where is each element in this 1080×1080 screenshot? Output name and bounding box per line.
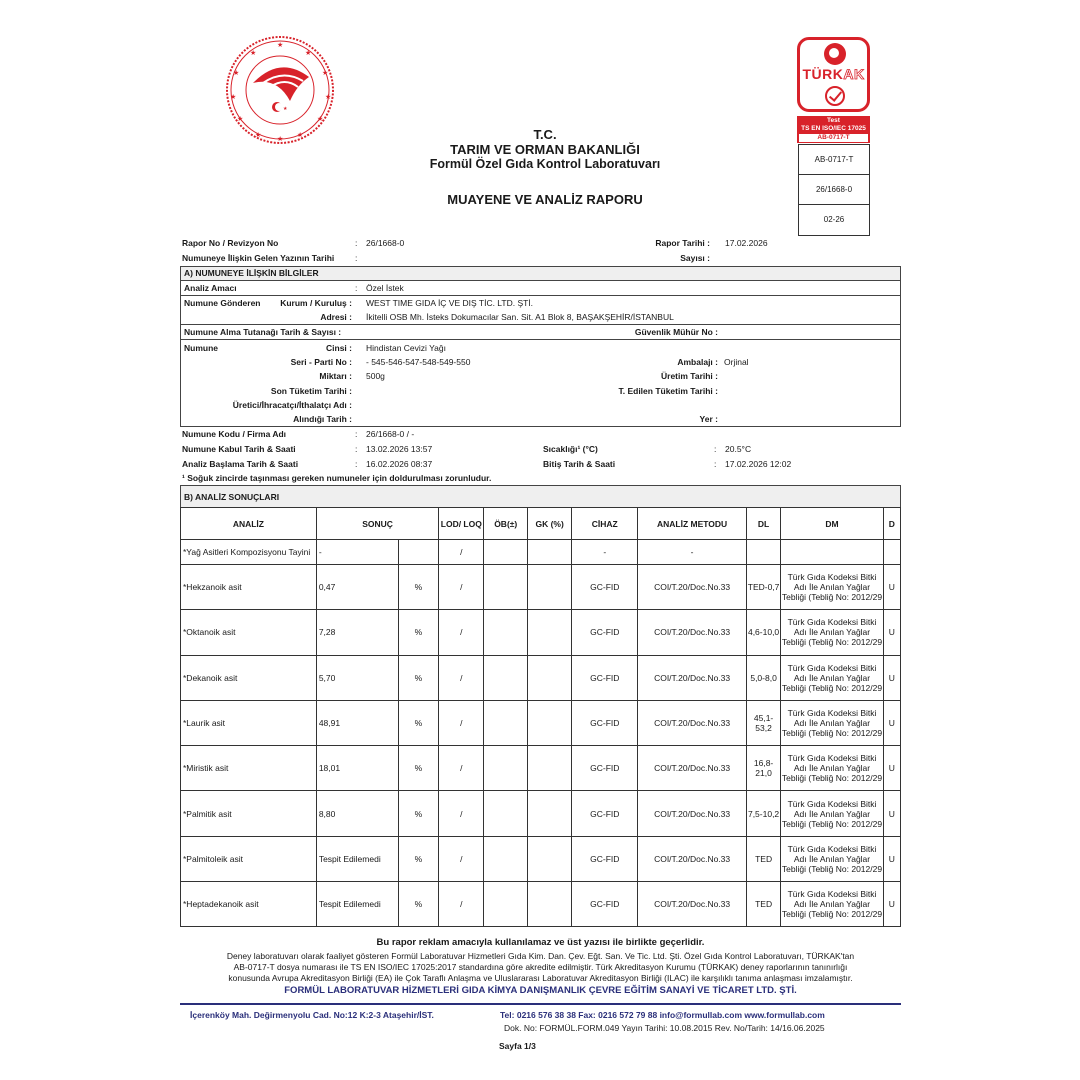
section-b-title: B) ANALİZ SONUÇLARI <box>180 485 901 508</box>
rapor-tarihi-value: 17.02.2026 <box>725 238 768 248</box>
cell-cihaz: GC-FID <box>572 746 638 791</box>
cell-sonuc: 5,70 <box>316 655 398 700</box>
kod-label: Numune Kodu / Firma Adı <box>182 429 287 439</box>
cell-dl: 5,0-8,0 <box>746 655 781 700</box>
section-a-title: A) NUMUNEYE İLİŞKİN BİLGİLER <box>181 267 900 281</box>
cell-analiz: *Yağ Asitleri Kompozisyonu Tayini <box>181 540 317 565</box>
bitis-value: 17.02.2026 12:02 <box>725 459 792 469</box>
sicaklik-value: 20.5°C <box>725 444 752 454</box>
page-title: MUAYENE VE ANALİZ RAPORU <box>447 192 643 207</box>
cinsi-value: Hindistan Cevizi Yağı <box>366 343 447 353</box>
svg-text:★: ★ <box>255 132 262 139</box>
col-lod-loq: LOD/ LOQ <box>439 508 484 540</box>
cinsi-label: Cinsi : <box>326 343 352 353</box>
cell-sonuc: Tespit Edilemedi <box>316 882 398 927</box>
rapor-tarihi-label-text: Rapor Tarihi <box>655 238 705 248</box>
cell-dl: TED <box>746 836 781 881</box>
cell-gk <box>528 565 572 610</box>
cell-dm: Türk Gıda Kodeksi Bitki Adı İle Anılan Yağlar Tebliği (Tebliğ No: 2012/29 <box>781 836 883 881</box>
cell-metod: COI/T.20/Doc.No.33 <box>638 746 746 791</box>
cell-dl <box>746 540 781 565</box>
col-dl: DL <box>746 508 781 540</box>
sicaklik-label: Sıcaklığı¹ (°C) <box>543 444 598 454</box>
kabul-label: Numune Kabul Tarih & Saati <box>182 444 296 454</box>
kod-value: 26/1668-0 / - <box>366 429 415 439</box>
col-ob: ÖB(±) <box>484 508 528 540</box>
cell-d: U <box>883 746 900 791</box>
cell-analiz: *Laurik asit <box>181 700 317 745</box>
cell-gk <box>528 882 572 927</box>
document-info: Dok. No: FORMÜL.FORM.049 Yayın Tarihi: 10.08.2015 Rev. No/Tarih: 14/16.06.2025 <box>504 1023 825 1033</box>
cell-lod: / <box>439 540 484 565</box>
cell-d: U <box>883 791 900 836</box>
svg-text:★: ★ <box>277 136 284 143</box>
son-tuketim-label: Son Tüketim Tarihi : <box>270 386 352 396</box>
analiz-amaci-value: Özel İstek <box>366 283 404 293</box>
t-edilen-label-text: T. Edilen Tüketim Tarihi <box>618 386 713 396</box>
miktari-value: 500g <box>366 371 385 381</box>
ministry-seal-logo <box>205 35 355 145</box>
cell-gk <box>528 610 572 655</box>
alindigi-label: Alındığı Tarih : <box>293 414 352 424</box>
svg-text:★: ★ <box>237 116 244 123</box>
ref-accreditation-no: AB-0717-T <box>799 145 869 175</box>
svg-text:★: ★ <box>233 70 240 77</box>
cell-sonuc: 7,28 <box>316 610 398 655</box>
cell-metod: COI/T.20/Doc.No.33 <box>638 655 746 700</box>
title-ministry: TARIM VE ORMAN BAKANLIĞI <box>450 142 640 157</box>
company-contact: Tel: 0216 576 38 38 Fax: 0216 572 79 88 info@formullab.com www.formullab.com <box>500 1010 825 1020</box>
cell-ob <box>484 540 528 565</box>
cell-cihaz: GC-FID <box>572 791 638 836</box>
svg-text:★: ★ <box>325 94 332 101</box>
svg-text:★: ★ <box>230 94 237 101</box>
cell-lod: / <box>439 655 484 700</box>
col-gk: GK (%) <box>528 508 572 540</box>
uretim-label-text: Üretim Tarihi <box>661 371 713 381</box>
turkak-word-ak: AK <box>843 66 865 82</box>
rapor-no-value: 26/1668-0 <box>366 238 405 248</box>
colon: : <box>355 459 358 469</box>
turkak-band <box>797 116 870 143</box>
table-row <box>181 700 901 745</box>
table-header-row <box>181 508 901 540</box>
cell-lod: / <box>439 565 484 610</box>
sayisi-label-text: Sayısı <box>680 253 705 263</box>
miktari-label: Miktarı : <box>319 371 352 381</box>
uretici-label: Üretici/İhracatçı/İthalatçı Adı : <box>232 400 352 410</box>
cell-gk <box>528 746 572 791</box>
table-row <box>181 610 901 655</box>
cell-birim: % <box>398 882 439 927</box>
svg-text:★: ★ <box>322 70 329 77</box>
cell-cihaz: GC-FID <box>572 882 638 927</box>
company-address: İçerenköy Mah. Değirmenyolu Cad. No:12 K:2-3 Ataşehir/İST. <box>190 1010 434 1020</box>
page-number: Sayfa 1/3 <box>499 1041 536 1051</box>
cell-metod: COI/T.20/Doc.No.33 <box>638 882 746 927</box>
cell-ob <box>484 836 528 881</box>
cell-ob <box>484 882 528 927</box>
disclaimer-line: konusunda Avrupa Akreditasyon Birliği (EA) ile Çok Taraflı Anlaşma ve Uluslararası Laboratuvar Akreditasyon Birliği (ILAC) ile karşılıklı tanıma anlaşması imzalamıştır. <box>228 973 853 983</box>
cell-metod: COI/T.20/Doc.No.33 <box>638 700 746 745</box>
cell-analiz: *Palmitik asit <box>181 791 317 836</box>
col-metod: ANALİZ METODU <box>638 508 746 540</box>
ambalaji-value: Orjinal <box>724 357 749 367</box>
baslama-value: 16.02.2026 08:37 <box>366 459 433 469</box>
seri-label: Seri - Parti No : <box>290 357 352 367</box>
cell-dl: 16,8-21,0 <box>746 746 781 791</box>
uretim-label: Üretim Tarihi : <box>661 371 718 381</box>
ambalaji-label: Ambalajı : <box>677 357 718 367</box>
cell-metod: - <box>638 540 746 565</box>
svg-text:★: ★ <box>305 50 312 57</box>
miktari-label-text: Miktarı <box>319 371 347 381</box>
band-standard: TS EN ISO/IEC 17025 <box>801 125 866 132</box>
cinsi-label-text: Cinsi <box>326 343 347 353</box>
bitis-label: Bitiş Tarih & Saati <box>543 459 616 469</box>
colon: : <box>355 283 358 293</box>
title-tc: T.C. <box>533 127 557 142</box>
numune-label: Numune <box>184 343 218 353</box>
turkak-accreditation-badge <box>797 37 870 143</box>
cell-dl: 45,1-53,2 <box>746 700 781 745</box>
cell-birim: % <box>398 700 439 745</box>
cell-sonuc: Tespit Edilemedi <box>316 836 398 881</box>
seri-label-text: Seri - Parti No <box>290 357 347 367</box>
cell-lod: / <box>439 836 484 881</box>
yer-label: Yer : <box>699 414 718 424</box>
cell-ob <box>484 565 528 610</box>
col-sonuc: SONUÇ <box>316 508 439 540</box>
ref-period: 02-26 <box>823 215 845 224</box>
cell-metod: COI/T.20/Doc.No.33 <box>638 610 746 655</box>
cell-analiz: *Miristik asit <box>181 746 317 791</box>
col-dm: DM <box>781 508 883 540</box>
cell-ob <box>484 700 528 745</box>
cell-analiz: *Oktanoik asit <box>181 610 317 655</box>
cell-lod: / <box>439 610 484 655</box>
cell-dm: Türk Gıda Kodeksi Bitki Adı İle Anılan Yağlar Tebliği (Tebliğ No: 2012/29 <box>781 610 883 655</box>
accreditation-disclaimer <box>180 951 901 984</box>
cell-lod: / <box>439 700 484 745</box>
cell-dl: 7,5-10,2 <box>746 791 781 836</box>
cell-analiz: *Hekzanoik asit <box>181 565 317 610</box>
cell-birim: % <box>398 791 439 836</box>
sayisi-label: Sayısı : <box>680 253 710 263</box>
cell-dl: 4,6-10,0 <box>746 610 781 655</box>
cell-cihaz: GC-FID <box>572 610 638 655</box>
check-icon <box>825 86 845 106</box>
col-d: D <box>883 508 900 540</box>
report-header <box>380 127 710 207</box>
seri-value: - 545-546-547-548-549-550 <box>366 357 471 367</box>
baslama-label: Analiz Başlama Tarih & Saati <box>182 459 299 469</box>
adres-label: Adresi : <box>320 312 352 322</box>
gonderen-label: Numune Gönderen <box>184 298 261 308</box>
cell-analiz: *Dekanoik asit <box>181 655 317 700</box>
cell-dl: TED <box>746 882 781 927</box>
kurum-label-text: Kurum / Kuruluş <box>280 298 347 308</box>
cell-d: U <box>883 655 900 700</box>
crescent-icon <box>824 43 846 65</box>
cell-ob <box>484 655 528 700</box>
yer-label-text: Yer <box>699 414 713 424</box>
cell-sonuc: - <box>316 540 398 565</box>
cell-birim: % <box>398 655 439 700</box>
disclaimer-line: Deney laboratuvarı olarak faaliyet gösteren Formül Laboratuvar Hizmetleri Gıda Kim. Dan. Çev. Eğt. San. Ve Tic. Ltd. Şti. Özel Gıda Kontrol Laboratuvarı, TÜRKAK'tan <box>226 951 855 961</box>
cell-dm: Türk Gıda Kodeksi Bitki Adı İle Anılan Yağlar Tebliği (Tebliğ No: 2012/29 <box>781 565 883 610</box>
cell-birim <box>398 540 439 565</box>
cell-sonuc: 48,91 <box>316 700 398 745</box>
cell-sonuc: 8,80 <box>316 791 398 836</box>
cell-d: U <box>883 610 900 655</box>
table-row <box>181 836 901 881</box>
cell-gk <box>528 655 572 700</box>
cell-cihaz: GC-FID <box>572 655 638 700</box>
section-a-sample-info <box>180 266 901 427</box>
cell-lod: / <box>439 882 484 927</box>
cell-dm: Türk Gıda Kodeksi Bitki Adı İle Anılan Yağlar Tebliği (Tebliğ No: 2012/29 <box>781 746 883 791</box>
cell-d: U <box>883 882 900 927</box>
cell-metod: COI/T.20/Doc.No.33 <box>638 836 746 881</box>
cold-chain-footnote: ¹ Soğuk zincirde taşınması gereken numuneler için doldurulması zorunludur. <box>182 473 492 483</box>
turkak-logo <box>797 37 870 112</box>
cell-dm: Türk Gıda Kodeksi Bitki Adı İle Anılan Yağlar Tebliği (Tebliğ No: 2012/29 <box>781 791 883 836</box>
table-row <box>181 655 901 700</box>
svg-text:★: ★ <box>297 132 304 139</box>
cell-lod: / <box>439 791 484 836</box>
uretici-label-text: Üretici/İhracatçı/İthalatçı Adı <box>232 400 347 410</box>
cell-cihaz: GC-FID <box>572 836 638 881</box>
cell-d: U <box>883 565 900 610</box>
guvenlik-label: Güvenlik Mühür No : <box>634 327 718 337</box>
cell-d <box>883 540 900 565</box>
guvenlik-label-text: Güvenlik Mühür No <box>634 327 713 337</box>
cell-dm: Türk Gıda Kodeksi Bitki Adı İle Anılan Yağlar Tebliği (Tebliğ No: 2012/29 <box>781 700 883 745</box>
son-tuketim-label-text: Son Tüketim Tarihi <box>270 386 347 396</box>
svg-text:★: ★ <box>317 116 324 123</box>
cell-metod: COI/T.20/Doc.No.33 <box>638 565 746 610</box>
kurum-label: Kurum / Kuruluş : <box>280 298 352 308</box>
company-name: FORMÜL LABORATUVAR HİZMETLERİ GIDA KİMYA DANIŞMANLIK ÇEVRE EĞİTİM SANAYİ VE TİCARET LTD. ŞTİ. <box>284 985 797 996</box>
title-lab: Formül Özel Gıda Kontrol Laboratuvarı <box>429 157 661 171</box>
cell-analiz: *Palmitoleik asit <box>181 836 317 881</box>
cell-cihaz: GC-FID <box>572 700 638 745</box>
rapor-tarihi-label: Rapor Tarihi : <box>655 238 710 248</box>
disclaimer-line: AB-0717-T dosya numarası ile TS EN ISO/IEC 17025:2017 standardına göre akredite edilmiştir. Türk Akreditasyon Kurumu (TÜRKAK) deney raporlarının tanınırlığı <box>233 962 848 972</box>
colon: : <box>714 444 717 454</box>
cell-ob <box>484 746 528 791</box>
table-row <box>181 746 901 791</box>
cell-dl: TED-0,7 <box>746 565 781 610</box>
cell-gk <box>528 700 572 745</box>
adres-label-text: Adresi <box>320 312 347 322</box>
cell-ob <box>484 791 528 836</box>
cell-ob <box>484 610 528 655</box>
cell-birim: % <box>398 565 439 610</box>
disclaimer-title: Bu rapor reklam amacıyla kullanılamaz ve üst yazısı ile birlikte geçerlidir. <box>376 937 705 948</box>
rapor-no-label: Rapor No / Revizyon No <box>182 238 279 248</box>
svg-text:★: ★ <box>277 42 284 49</box>
cell-cihaz: GC-FID <box>572 565 638 610</box>
ref-report-no: 26/1668-0 <box>799 175 869 205</box>
cell-d: U <box>883 836 900 881</box>
cell-analiz: *Heptadekanoik asit <box>181 882 317 927</box>
cell-birim: % <box>398 610 439 655</box>
footer-divider <box>180 1003 901 1005</box>
tutanak-label-text: Numune Alma Tutanağı Tarih & Sayısı <box>184 327 336 337</box>
rapor-no-colon: : <box>355 238 358 248</box>
cell-metod: COI/T.20/Doc.No.33 <box>638 791 746 836</box>
svg-text:★: ★ <box>250 50 257 57</box>
kabul-value: 13.02.2026 13:57 <box>366 444 433 454</box>
kurum-value: WEST TIME GIDA İÇ VE DIŞ TİC. LTD. ŞTİ. <box>366 298 534 308</box>
cell-gk <box>528 836 572 881</box>
band-code: AB-0717-T <box>799 134 868 142</box>
cell-d: U <box>883 700 900 745</box>
col-cihaz: CİHAZ <box>572 508 638 540</box>
colon: : <box>355 444 358 454</box>
table-row <box>181 565 901 610</box>
band-test: Test <box>827 117 840 124</box>
svg-text:★: ★ <box>283 106 288 112</box>
turkak-word-tr: TÜRK <box>802 66 844 82</box>
table-row <box>181 540 901 565</box>
cell-birim: % <box>398 836 439 881</box>
analiz-amaci-row <box>181 281 900 296</box>
cell-lod: / <box>439 746 484 791</box>
cell-cihaz: - <box>572 540 638 565</box>
table-row <box>181 791 901 836</box>
reference-box <box>798 144 870 236</box>
cell-dm: Türk Gıda Kodeksi Bitki Adı İle Anılan Yağlar Tebliği (Tebliğ No: 2012/29 <box>781 882 883 927</box>
cell-sonuc: 18,01 <box>316 746 398 791</box>
tutanak-label: Numune Alma Tutanağı Tarih & Sayısı : <box>184 327 342 337</box>
yazi-tarihi-label: Numuneye İlişkin Gelen Yazının Tarihi <box>182 253 335 263</box>
cell-dm <box>781 540 883 565</box>
ambalaji-label-text: Ambalajı <box>677 357 713 367</box>
col-analiz: ANALİZ <box>181 508 317 540</box>
alindigi-label-text: Alındığı Tarih <box>293 414 347 424</box>
colon: : <box>355 429 358 439</box>
cell-birim: % <box>398 746 439 791</box>
colon: : <box>714 459 717 469</box>
t-edilen-label: T. Edilen Tüketim Tarihi : <box>618 386 718 396</box>
adres-value: İkitelli OSB Mh. İsteks Dokumacılar San. Sit. A1 Blok 8, BAŞAKŞEHİR/İSTANBUL <box>366 312 674 322</box>
analiz-amaci-label: Analiz Amacı <box>184 283 237 293</box>
yazi-tarihi-colon: : <box>355 253 358 263</box>
cell-sonuc: 0,47 <box>316 565 398 610</box>
cell-gk <box>528 540 572 565</box>
cell-dm: Türk Gıda Kodeksi Bitki Adı İle Anılan Yağlar Tebliği (Tebliğ No: 2012/29 <box>781 655 883 700</box>
results-table <box>180 507 901 927</box>
table-row <box>181 882 901 927</box>
cell-gk <box>528 791 572 836</box>
